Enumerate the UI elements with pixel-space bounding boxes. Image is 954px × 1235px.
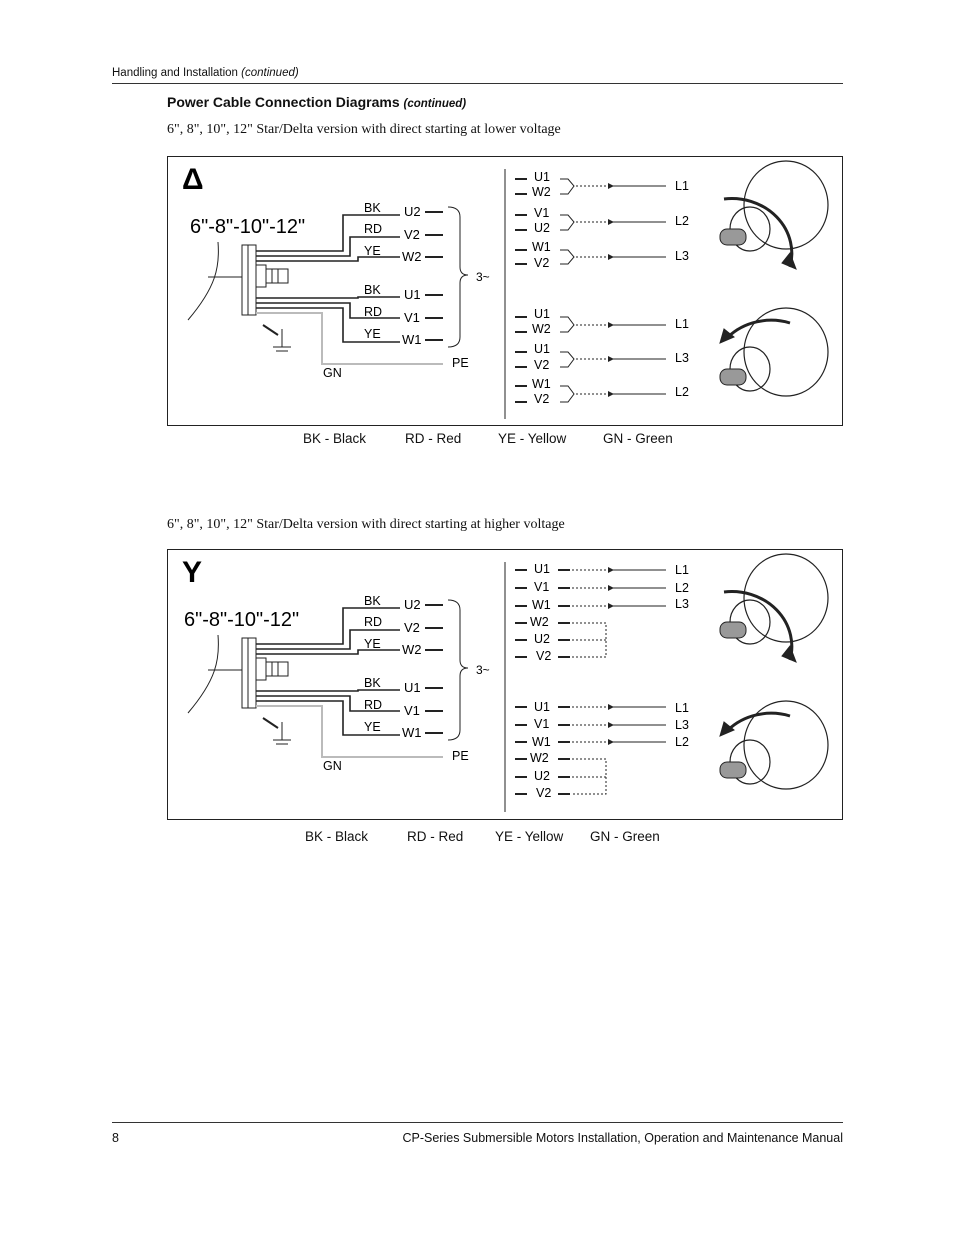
svg-text:L2: L2 (675, 735, 689, 749)
legend-delta-black: BK - Black (303, 431, 367, 446)
legend-delta-red: RD - Red (405, 431, 462, 446)
svg-text:W1: W1 (532, 598, 551, 612)
svg-text:U2: U2 (404, 204, 421, 219)
svg-text:L2: L2 (675, 214, 689, 228)
section-title (167, 94, 466, 110)
header-section: Handling and Installation (112, 67, 238, 79)
svg-text:L3: L3 (675, 249, 689, 263)
svg-text:U2: U2 (404, 597, 421, 612)
svg-text:YE: YE (364, 327, 381, 341)
section-title-continued: (continued) (403, 98, 467, 110)
legend-delta-green: GN - Green (603, 431, 673, 446)
svg-text:L3: L3 (675, 351, 689, 365)
svg-text:U2: U2 (534, 632, 550, 646)
svg-text:BK: BK (364, 201, 381, 215)
running-header (112, 67, 299, 79)
svg-text:W1: W1 (532, 240, 551, 254)
svg-text:L1: L1 (675, 317, 689, 331)
svg-text:YE: YE (364, 637, 381, 651)
counterclockwise-rotation-icon (720, 701, 828, 789)
legend-delta-yellow: YE - Yellow (498, 431, 567, 446)
size-label: 6"-8"-10"-12" (184, 609, 300, 631)
svg-text:L3: L3 (675, 597, 689, 611)
header-rule (112, 83, 843, 84)
svg-text:BK: BK (364, 676, 381, 690)
svg-text:RD: RD (364, 305, 383, 319)
svg-text:W1: W1 (532, 735, 551, 749)
svg-text:W2: W2 (402, 642, 422, 657)
caption-star: 6", 8", 10", 12" Star/Delta version with direct starting at higher voltage (167, 517, 565, 532)
legend-star-black: BK - Black (305, 829, 369, 844)
svg-text:RD: RD (364, 698, 383, 712)
star-top-connection (515, 562, 689, 663)
footer-title: CP-Series Submersible Motors Installation, Operation and Maintenance Manual (402, 1131, 843, 1145)
wire-color-labels (323, 594, 469, 773)
delta-wiring-svg (168, 157, 844, 427)
svg-text:W1: W1 (402, 725, 422, 740)
svg-text:RD: RD (364, 615, 383, 629)
svg-text:U1: U1 (534, 170, 550, 184)
footer-rule (112, 1122, 843, 1123)
svg-text:U2: U2 (534, 221, 550, 235)
svg-text:U1: U1 (404, 287, 421, 302)
cable-entry-icon (188, 242, 291, 351)
cable-entry-icon (188, 635, 291, 744)
star-bottom-connection (515, 700, 689, 800)
section-title-text: Power Cable Connection Diagrams (167, 94, 400, 110)
svg-text:V2: V2 (404, 227, 420, 242)
clockwise-rotation-icon (720, 554, 828, 662)
svg-text:V1: V1 (404, 310, 420, 325)
diagram-star (167, 549, 843, 820)
header-continued: (continued) (241, 67, 299, 79)
svg-text:W2: W2 (532, 322, 551, 336)
caption-delta: 6", 8", 10", 12" Star/Delta version with direct starting at lower voltage (167, 122, 561, 137)
svg-text:W2: W2 (532, 185, 551, 199)
svg-text:U2: U2 (534, 769, 550, 783)
svg-text:V2: V2 (536, 649, 552, 663)
svg-text:RD: RD (364, 222, 383, 236)
svg-text:V2: V2 (534, 256, 550, 270)
svg-text:L2: L2 (675, 581, 689, 595)
svg-text:W1: W1 (402, 332, 422, 347)
svg-text:PE: PE (452, 356, 469, 370)
svg-text:L2: L2 (675, 385, 689, 399)
svg-text:BK: BK (364, 283, 381, 297)
svg-text:U1: U1 (534, 700, 550, 714)
svg-text:W1: W1 (532, 377, 551, 391)
svg-text:L1: L1 (675, 701, 689, 715)
size-label: 6"-8"-10"-12" (190, 216, 306, 238)
svg-text:GN: GN (323, 366, 342, 380)
svg-text:GN: GN (323, 759, 342, 773)
terminal-stubs (425, 212, 443, 340)
svg-text:V1: V1 (404, 703, 420, 718)
svg-text:U1: U1 (534, 562, 550, 576)
svg-text:PE: PE (452, 749, 469, 763)
star-symbol: Y (182, 556, 203, 589)
svg-text:W2: W2 (402, 249, 422, 264)
svg-text:W2: W2 (530, 615, 549, 629)
terminal-stubs (425, 605, 443, 733)
wire-color-labels (323, 201, 469, 380)
svg-text:W2: W2 (530, 751, 549, 765)
phase-brace (448, 207, 468, 347)
svg-text:V1: V1 (534, 206, 550, 220)
counterclockwise-rotation-icon (720, 308, 828, 396)
svg-text:L1: L1 (675, 563, 689, 577)
svg-text:U1: U1 (404, 680, 421, 695)
delta-symbol: Δ (182, 163, 204, 196)
legend-star-yellow: YE - Yellow (495, 829, 564, 844)
svg-text:V2: V2 (404, 620, 420, 635)
page-number: 8 (112, 1131, 119, 1145)
svg-text:3~: 3~ (476, 663, 490, 677)
svg-text:U1: U1 (534, 342, 550, 356)
svg-text:L1: L1 (675, 179, 689, 193)
terminal-labels (402, 204, 490, 347)
svg-text:L3: L3 (675, 718, 689, 732)
svg-text:BK: BK (364, 594, 381, 608)
terminal-labels (402, 597, 490, 740)
delta-bottom-connection (515, 307, 689, 406)
star-wiring-svg (168, 550, 844, 821)
clockwise-rotation-icon (720, 161, 828, 269)
diagram-delta (167, 156, 843, 426)
phase-brace (448, 600, 468, 740)
svg-text:V2: V2 (536, 786, 552, 800)
svg-text:V1: V1 (534, 717, 550, 731)
svg-text:YE: YE (364, 720, 381, 734)
svg-text:V2: V2 (534, 392, 550, 406)
svg-text:V1: V1 (534, 580, 550, 594)
svg-text:U1: U1 (534, 307, 550, 321)
legend-star-green: GN - Green (590, 829, 660, 844)
svg-text:3~: 3~ (476, 270, 490, 284)
svg-text:V2: V2 (534, 358, 550, 372)
delta-top-connection (515, 170, 689, 270)
legend-star-red: RD - Red (407, 829, 464, 844)
svg-text:YE: YE (364, 244, 381, 258)
